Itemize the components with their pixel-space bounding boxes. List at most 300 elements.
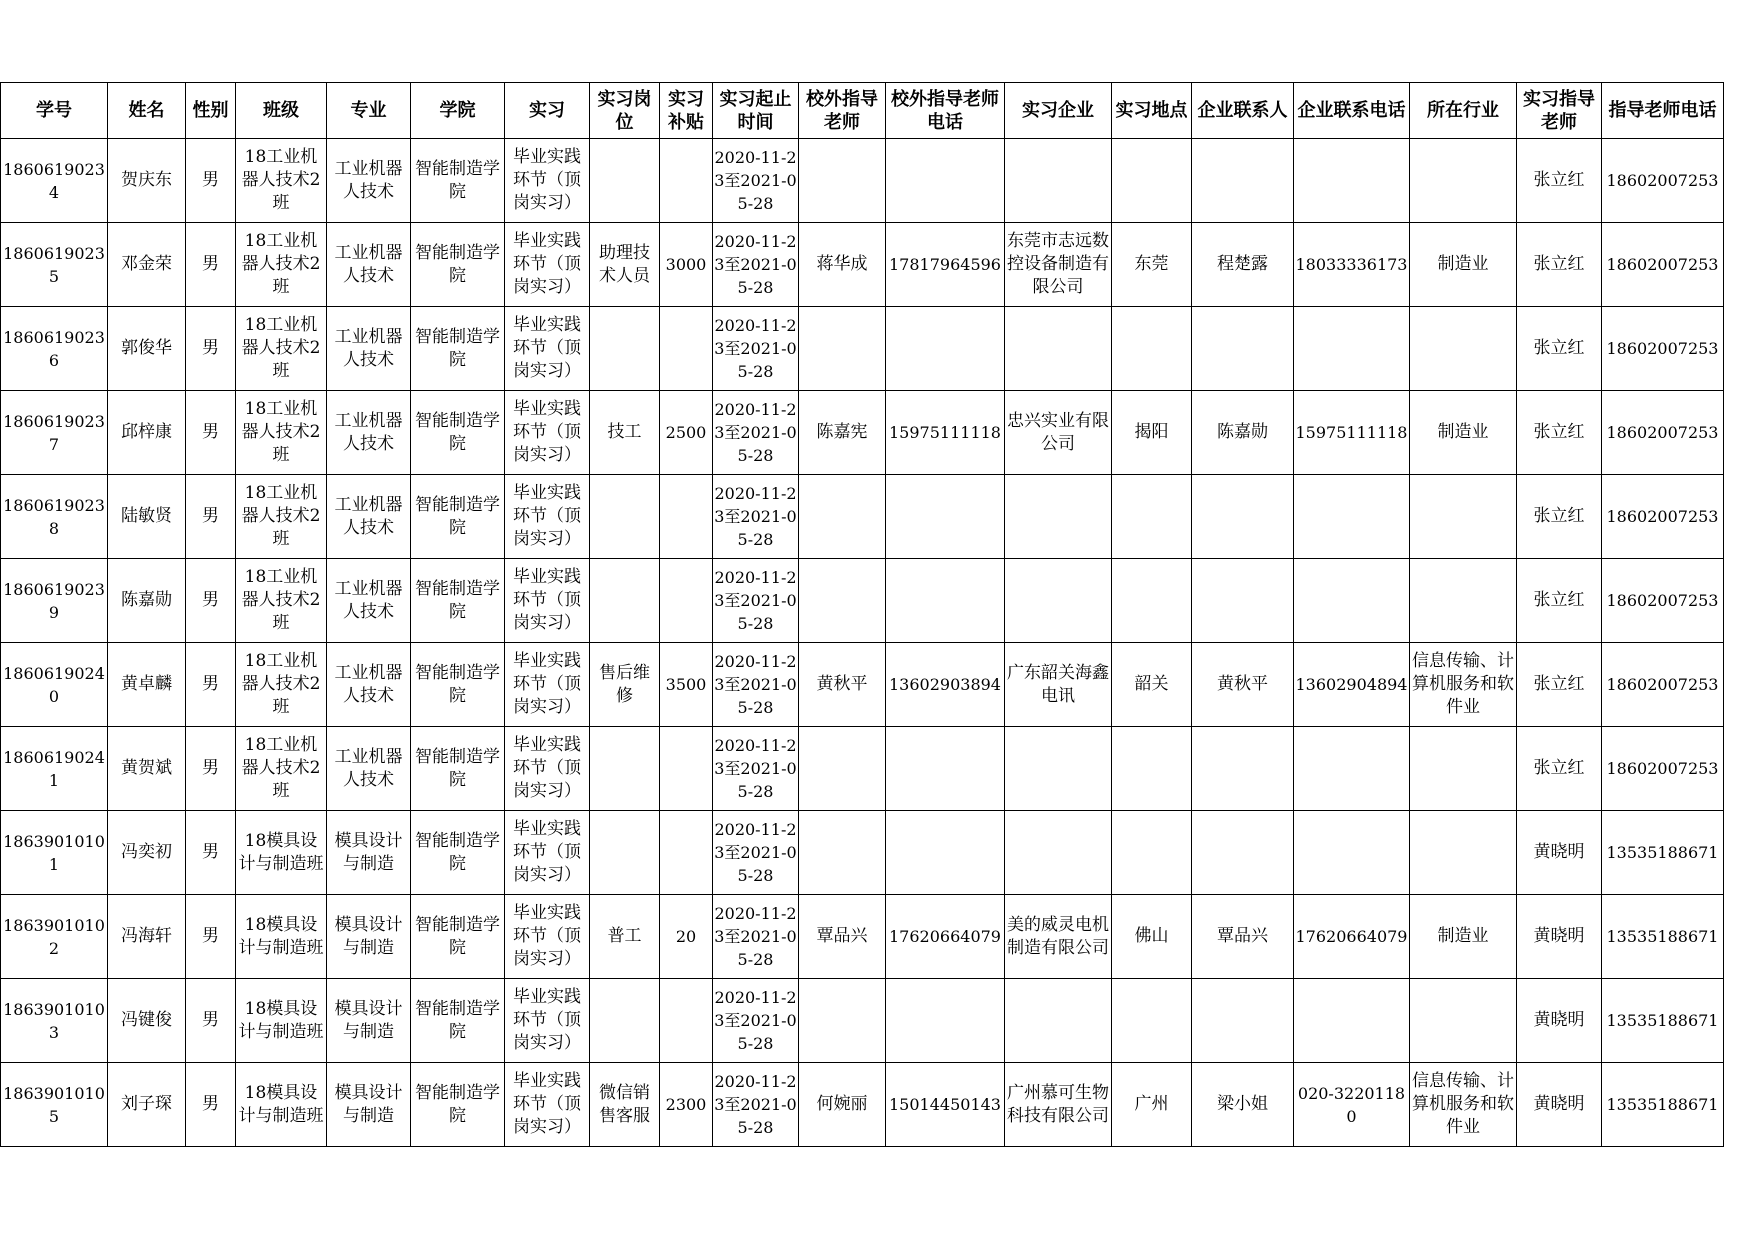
cell-text: 刘子琛 bbox=[121, 1094, 172, 1114]
cell-allowance bbox=[660, 811, 713, 895]
cell-name bbox=[108, 895, 186, 979]
cell-allowance bbox=[660, 727, 713, 811]
cell-text: 18606190241 bbox=[3, 747, 105, 790]
cell-external-advisor bbox=[799, 895, 886, 979]
cell-text: 冯奕初 bbox=[121, 842, 172, 862]
cell-text: 智能制造学院 bbox=[415, 830, 500, 874]
cell-position bbox=[590, 895, 660, 979]
cell-college bbox=[411, 559, 505, 643]
cell-text: 美的威灵电机制造有限公司 bbox=[1007, 914, 1109, 958]
cell-major bbox=[327, 727, 411, 811]
table-row bbox=[1, 559, 1724, 643]
cell-text: 2020-11-23至2021-05-28 bbox=[714, 820, 797, 885]
cell-text: 广东韶关海鑫电讯 bbox=[1007, 662, 1109, 706]
cell-external-advisor bbox=[799, 391, 886, 475]
cell-text: 毕业实践环节（顶岗实习） bbox=[513, 315, 581, 381]
cell-text: 张立红 bbox=[1533, 590, 1585, 610]
cell-text: 黄晓明 bbox=[1533, 1094, 1585, 1114]
cell-text: 工业机器人技术 bbox=[334, 746, 403, 790]
cell-text: 2300 bbox=[665, 1095, 707, 1114]
cell-college bbox=[411, 643, 505, 727]
cell-text: 毕业实践环节（顶岗实习） bbox=[513, 483, 581, 549]
table-header bbox=[1, 83, 1724, 139]
cell-allowance bbox=[660, 139, 713, 223]
header-row bbox=[1, 83, 1724, 139]
cell-text: 冯海轩 bbox=[121, 926, 172, 946]
cell-major bbox=[327, 643, 411, 727]
cell-supervisor-phone bbox=[1602, 643, 1724, 727]
cell-text: 18606190234 bbox=[3, 159, 105, 202]
cell-location bbox=[1112, 1063, 1192, 1147]
cell-major bbox=[327, 139, 411, 223]
cell-company-phone bbox=[1294, 895, 1410, 979]
cell-class bbox=[236, 391, 327, 475]
cell-student-id bbox=[1, 1063, 108, 1147]
cell-text: 2020-11-23至2021-05-28 bbox=[714, 316, 797, 381]
cell-text: 广州慕可生物科技有限公司 bbox=[1007, 1082, 1109, 1126]
cell-major bbox=[327, 559, 411, 643]
cell-supervisor-phone bbox=[1602, 139, 1724, 223]
cell-text: 黄秋平 bbox=[816, 674, 868, 694]
header-company-phone: 企业联系电话 bbox=[1294, 83, 1410, 139]
cell-supervisor bbox=[1517, 559, 1602, 643]
cell-location bbox=[1112, 811, 1192, 895]
cell-class bbox=[236, 307, 327, 391]
cell-company-contact bbox=[1192, 643, 1294, 727]
cell-company bbox=[1005, 811, 1112, 895]
cell-location bbox=[1112, 223, 1192, 307]
cell-position bbox=[590, 727, 660, 811]
cell-text: 智能制造学院 bbox=[415, 998, 500, 1042]
cell-internship-type bbox=[505, 895, 590, 979]
cell-allowance bbox=[660, 895, 713, 979]
table-row bbox=[1, 643, 1724, 727]
cell-class bbox=[236, 1063, 327, 1147]
header-name: 姓名 bbox=[108, 83, 186, 139]
cell-external-advisor-phone bbox=[886, 475, 1005, 559]
cell-text: 售后维修 bbox=[599, 662, 650, 706]
cell-text: 2020-11-23至2021-05-28 bbox=[714, 904, 797, 969]
cell-class bbox=[236, 811, 327, 895]
cell-text: 18606190240 bbox=[3, 663, 105, 706]
cell-position bbox=[590, 139, 660, 223]
cell-text: 男 bbox=[202, 842, 219, 862]
cell-company-phone bbox=[1294, 727, 1410, 811]
cell-major bbox=[327, 475, 411, 559]
cell-text: 2020-11-23至2021-05-28 bbox=[714, 652, 797, 717]
cell-supervisor bbox=[1517, 979, 1602, 1063]
cell-text: 13535188671 bbox=[1606, 843, 1719, 862]
cell-text: 模具设计与制造 bbox=[334, 830, 403, 874]
cell-external-advisor-phone bbox=[886, 559, 1005, 643]
table-row bbox=[1, 979, 1724, 1063]
cell-college bbox=[411, 475, 505, 559]
cell-text: 男 bbox=[202, 1094, 219, 1114]
cell-text: 覃品兴 bbox=[1217, 926, 1268, 946]
cell-text: 东莞 bbox=[1134, 254, 1169, 274]
cell-supervisor bbox=[1517, 223, 1602, 307]
cell-period bbox=[713, 223, 799, 307]
header-college: 学院 bbox=[411, 83, 505, 139]
cell-text: 模具设计与制造 bbox=[334, 914, 403, 958]
cell-class bbox=[236, 139, 327, 223]
cell-text: 工业机器人技术 bbox=[334, 242, 403, 286]
cell-text: 17620664079 bbox=[1295, 927, 1408, 946]
cell-student-id bbox=[1, 391, 108, 475]
cell-major bbox=[327, 811, 411, 895]
cell-location bbox=[1112, 475, 1192, 559]
cell-text: 18639010105 bbox=[3, 1083, 105, 1126]
cell-internship-type bbox=[505, 1063, 590, 1147]
cell-text: 张立红 bbox=[1533, 758, 1585, 778]
cell-class bbox=[236, 475, 327, 559]
cell-text: 男 bbox=[202, 758, 219, 778]
header-supervisor: 实习指导老师 bbox=[1517, 83, 1602, 139]
cell-company-phone bbox=[1294, 979, 1410, 1063]
cell-text: 智能制造学院 bbox=[415, 746, 500, 790]
cell-gender bbox=[186, 811, 236, 895]
cell-external-advisor-phone bbox=[886, 643, 1005, 727]
cell-text: 模具设计与制造 bbox=[334, 1082, 403, 1126]
cell-supervisor-phone bbox=[1602, 559, 1724, 643]
cell-allowance bbox=[660, 979, 713, 1063]
table-row bbox=[1, 307, 1724, 391]
cell-position bbox=[590, 475, 660, 559]
cell-industry bbox=[1410, 643, 1517, 727]
cell-text: 智能制造学院 bbox=[415, 494, 500, 538]
cell-text: 张立红 bbox=[1533, 170, 1585, 190]
cell-supervisor bbox=[1517, 1063, 1602, 1147]
cell-text: 智能制造学院 bbox=[415, 662, 500, 706]
cell-supervisor bbox=[1517, 139, 1602, 223]
cell-external-advisor bbox=[799, 643, 886, 727]
cell-class bbox=[236, 559, 327, 643]
cell-gender bbox=[186, 1063, 236, 1147]
cell-industry bbox=[1410, 307, 1517, 391]
cell-text: 17817964596 bbox=[889, 255, 1001, 274]
cell-position bbox=[590, 811, 660, 895]
cell-text: 邓金荣 bbox=[121, 254, 172, 274]
cell-internship-type bbox=[505, 727, 590, 811]
cell-internship-type bbox=[505, 979, 590, 1063]
cell-company-contact bbox=[1192, 475, 1294, 559]
cell-text: 13535188671 bbox=[1606, 1095, 1719, 1114]
cell-text: 工业机器人技术 bbox=[334, 326, 403, 370]
cell-text: 智能制造学院 bbox=[415, 1082, 500, 1126]
cell-position bbox=[590, 1063, 660, 1147]
cell-supervisor bbox=[1517, 307, 1602, 391]
cell-external-advisor bbox=[799, 475, 886, 559]
table-row bbox=[1, 475, 1724, 559]
cell-text: 智能制造学院 bbox=[415, 914, 500, 958]
cell-text: 蒋华成 bbox=[816, 254, 868, 274]
cell-name bbox=[108, 1063, 186, 1147]
cell-industry bbox=[1410, 811, 1517, 895]
cell-supervisor bbox=[1517, 727, 1602, 811]
cell-text: 陈嘉勋 bbox=[121, 590, 172, 610]
header-industry: 所在行业 bbox=[1410, 83, 1517, 139]
cell-text: 男 bbox=[202, 338, 219, 358]
cell-company-contact bbox=[1192, 223, 1294, 307]
cell-external-advisor-phone bbox=[886, 811, 1005, 895]
cell-supervisor-phone bbox=[1602, 895, 1724, 979]
cell-text: 男 bbox=[202, 590, 219, 610]
cell-college bbox=[411, 1063, 505, 1147]
cell-industry bbox=[1410, 223, 1517, 307]
cell-period bbox=[713, 727, 799, 811]
cell-student-id bbox=[1, 643, 108, 727]
cell-internship-type bbox=[505, 139, 590, 223]
cell-period bbox=[713, 643, 799, 727]
cell-college bbox=[411, 391, 505, 475]
cell-company-contact bbox=[1192, 307, 1294, 391]
cell-text: 黄卓麟 bbox=[121, 674, 172, 694]
cell-text: 工业机器人技术 bbox=[334, 410, 403, 454]
cell-period bbox=[713, 1063, 799, 1147]
header-company-contact: 企业联系人 bbox=[1192, 83, 1294, 139]
cell-period bbox=[713, 559, 799, 643]
cell-major bbox=[327, 307, 411, 391]
cell-external-advisor bbox=[799, 307, 886, 391]
cell-text: 18606190239 bbox=[3, 579, 105, 622]
cell-position bbox=[590, 979, 660, 1063]
cell-position bbox=[590, 559, 660, 643]
cell-text: 黄晓明 bbox=[1533, 1010, 1585, 1030]
cell-industry bbox=[1410, 475, 1517, 559]
cell-text: 技工 bbox=[607, 422, 642, 442]
cell-text: 制造业 bbox=[1437, 254, 1489, 274]
cell-supervisor bbox=[1517, 643, 1602, 727]
cell-text: 智能制造学院 bbox=[415, 326, 500, 370]
cell-text: 18工业机器人技术2班 bbox=[241, 315, 321, 381]
cell-text: 2500 bbox=[665, 423, 707, 442]
cell-text: 18602007253 bbox=[1606, 507, 1719, 526]
cell-text: 毕业实践环节（顶岗实习） bbox=[513, 567, 581, 633]
cell-company-contact bbox=[1192, 979, 1294, 1063]
cell-company bbox=[1005, 475, 1112, 559]
cell-text: 2020-11-23至2021-05-28 bbox=[714, 484, 797, 549]
cell-external-advisor bbox=[799, 811, 886, 895]
cell-text: 毕业实践环节（顶岗实习） bbox=[513, 1071, 581, 1137]
cell-text: 智能制造学院 bbox=[415, 578, 500, 622]
cell-name bbox=[108, 307, 186, 391]
header-position: 实习岗位 bbox=[590, 83, 660, 139]
cell-external-advisor bbox=[799, 139, 886, 223]
header-class: 班级 bbox=[236, 83, 327, 139]
cell-text: 20 bbox=[675, 927, 697, 946]
table-row bbox=[1, 139, 1724, 223]
cell-location bbox=[1112, 643, 1192, 727]
cell-text: 张立红 bbox=[1533, 674, 1585, 694]
cell-supervisor-phone bbox=[1602, 811, 1724, 895]
cell-text: 普工 bbox=[607, 926, 642, 946]
cell-major bbox=[327, 391, 411, 475]
cell-name bbox=[108, 475, 186, 559]
cell-external-advisor bbox=[799, 223, 886, 307]
cell-external-advisor-phone bbox=[886, 391, 1005, 475]
cell-text: 陈嘉宪 bbox=[816, 422, 868, 442]
cell-name bbox=[108, 223, 186, 307]
cell-text: 毕业实践环节（顶岗实习） bbox=[513, 399, 581, 465]
cell-industry bbox=[1410, 895, 1517, 979]
cell-company-contact bbox=[1192, 559, 1294, 643]
cell-major bbox=[327, 895, 411, 979]
cell-text: 18606190236 bbox=[3, 327, 105, 370]
cell-text: 2020-11-23至2021-05-28 bbox=[714, 568, 797, 633]
cell-company bbox=[1005, 139, 1112, 223]
cell-text: 18工业机器人技术2班 bbox=[241, 651, 321, 717]
cell-location bbox=[1112, 391, 1192, 475]
header-internship-type: 实习 bbox=[505, 83, 590, 139]
cell-text: 18模具设计与制造班 bbox=[238, 830, 324, 874]
cell-company-phone bbox=[1294, 391, 1410, 475]
cell-allowance bbox=[660, 1063, 713, 1147]
cell-text: 18602007253 bbox=[1606, 171, 1719, 190]
cell-allowance bbox=[660, 307, 713, 391]
cell-text: 3000 bbox=[665, 255, 707, 274]
header-major: 专业 bbox=[327, 83, 411, 139]
cell-period bbox=[713, 811, 799, 895]
cell-supervisor-phone bbox=[1602, 391, 1724, 475]
cell-text: 020-32201180 bbox=[1297, 1083, 1406, 1126]
cell-text: 毕业实践环节（顶岗实习） bbox=[513, 987, 581, 1053]
cell-internship-type bbox=[505, 811, 590, 895]
cell-company-phone bbox=[1294, 139, 1410, 223]
cell-text: 工业机器人技术 bbox=[334, 662, 403, 706]
cell-text: 张立红 bbox=[1533, 422, 1585, 442]
cell-text: 男 bbox=[202, 926, 219, 946]
header-external-advisor-phone: 校外指导老师电话 bbox=[886, 83, 1005, 139]
cell-gender bbox=[186, 979, 236, 1063]
cell-text: 18模具设计与制造班 bbox=[238, 1082, 324, 1126]
cell-student-id bbox=[1, 223, 108, 307]
cell-text: 模具设计与制造 bbox=[334, 998, 403, 1042]
cell-text: 智能制造学院 bbox=[415, 158, 500, 202]
cell-text: 18639010102 bbox=[3, 915, 105, 958]
table-row bbox=[1, 727, 1724, 811]
cell-text: 18606190238 bbox=[3, 495, 105, 538]
cell-text: 18606190237 bbox=[3, 411, 105, 454]
cell-class bbox=[236, 979, 327, 1063]
cell-external-advisor-phone bbox=[886, 895, 1005, 979]
cell-external-advisor bbox=[799, 559, 886, 643]
cell-text: 广州 bbox=[1134, 1094, 1169, 1114]
cell-location bbox=[1112, 139, 1192, 223]
cell-student-id bbox=[1, 139, 108, 223]
cell-location bbox=[1112, 307, 1192, 391]
cell-internship-type bbox=[505, 391, 590, 475]
cell-text: 工业机器人技术 bbox=[334, 578, 403, 622]
cell-company-phone bbox=[1294, 223, 1410, 307]
cell-text: 郭俊华 bbox=[121, 338, 172, 358]
cell-external-advisor-phone bbox=[886, 727, 1005, 811]
cell-position bbox=[590, 307, 660, 391]
cell-company-contact bbox=[1192, 1063, 1294, 1147]
cell-supervisor-phone bbox=[1602, 979, 1724, 1063]
cell-position bbox=[590, 391, 660, 475]
cell-supervisor-phone bbox=[1602, 223, 1724, 307]
cell-text: 忠兴实业有限公司 bbox=[1007, 410, 1109, 454]
cell-college bbox=[411, 139, 505, 223]
cell-text: 黄贺斌 bbox=[121, 758, 172, 778]
header-location: 实习地点 bbox=[1112, 83, 1192, 139]
cell-internship-type bbox=[505, 643, 590, 727]
cell-allowance bbox=[660, 559, 713, 643]
cell-external-advisor-phone bbox=[886, 223, 1005, 307]
cell-text: 18工业机器人技术2班 bbox=[241, 483, 321, 549]
cell-company-phone bbox=[1294, 559, 1410, 643]
cell-text: 助理技术人员 bbox=[599, 242, 650, 286]
cell-company bbox=[1005, 727, 1112, 811]
cell-text: 制造业 bbox=[1437, 926, 1489, 946]
cell-text: 毕业实践环节（顶岗实习） bbox=[513, 651, 581, 717]
header-external-advisor: 校外指导老师 bbox=[799, 83, 886, 139]
cell-text: 18602007253 bbox=[1606, 759, 1719, 778]
table-row bbox=[1, 895, 1724, 979]
cell-gender bbox=[186, 895, 236, 979]
cell-text: 男 bbox=[202, 506, 219, 526]
cell-text: 男 bbox=[202, 422, 219, 442]
header-gender: 性别 bbox=[186, 83, 236, 139]
cell-text: 2020-11-23至2021-05-28 bbox=[714, 736, 797, 801]
cell-text: 张立红 bbox=[1533, 254, 1585, 274]
cell-text: 毕业实践环节（顶岗实习） bbox=[513, 231, 581, 297]
cell-industry bbox=[1410, 979, 1517, 1063]
table-body bbox=[1, 139, 1724, 1147]
cell-internship-type bbox=[505, 223, 590, 307]
cell-student-id bbox=[1, 979, 108, 1063]
cell-period bbox=[713, 307, 799, 391]
cell-company bbox=[1005, 1063, 1112, 1147]
cell-text: 男 bbox=[202, 254, 219, 274]
cell-text: 贺庆东 bbox=[121, 170, 172, 190]
cell-period bbox=[713, 895, 799, 979]
cell-company-phone bbox=[1294, 307, 1410, 391]
cell-supervisor-phone bbox=[1602, 727, 1724, 811]
cell-text: 18602007253 bbox=[1606, 675, 1719, 694]
cell-text: 男 bbox=[202, 674, 219, 694]
header-company: 实习企业 bbox=[1005, 83, 1112, 139]
cell-gender bbox=[186, 391, 236, 475]
cell-text: 18工业机器人技术2班 bbox=[241, 231, 321, 297]
cell-period bbox=[713, 475, 799, 559]
cell-company-contact bbox=[1192, 895, 1294, 979]
cell-company-phone bbox=[1294, 643, 1410, 727]
table-row bbox=[1, 223, 1724, 307]
cell-text: 18工业机器人技术2班 bbox=[241, 147, 321, 213]
cell-allowance bbox=[660, 223, 713, 307]
cell-text: 18602007253 bbox=[1606, 423, 1719, 442]
cell-text: 18033336173 bbox=[1295, 255, 1408, 274]
cell-text: 程楚露 bbox=[1217, 254, 1268, 274]
internship-table bbox=[0, 82, 1724, 1147]
cell-college bbox=[411, 895, 505, 979]
cell-gender bbox=[186, 307, 236, 391]
cell-text: 黄秋平 bbox=[1217, 674, 1268, 694]
cell-location bbox=[1112, 559, 1192, 643]
cell-text: 张立红 bbox=[1533, 338, 1585, 358]
cell-name bbox=[108, 979, 186, 1063]
header-supervisor-phone: 指导老师电话 bbox=[1602, 83, 1724, 139]
header-student-id: 学号 bbox=[1, 83, 108, 139]
cell-text: 13602904894 bbox=[1295, 675, 1408, 694]
cell-supervisor bbox=[1517, 895, 1602, 979]
cell-gender bbox=[186, 559, 236, 643]
cell-text: 佛山 bbox=[1134, 926, 1169, 946]
cell-company-phone bbox=[1294, 811, 1410, 895]
cell-text: 3500 bbox=[665, 675, 707, 694]
cell-company-contact bbox=[1192, 727, 1294, 811]
